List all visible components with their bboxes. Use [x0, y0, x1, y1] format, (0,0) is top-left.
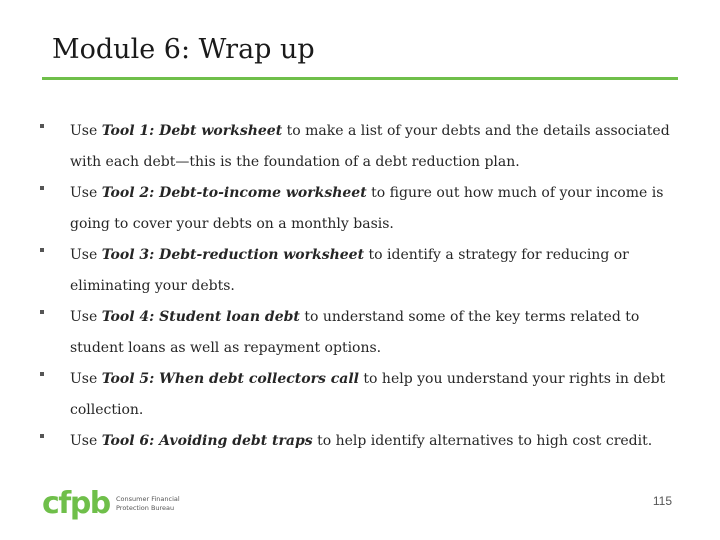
bullet-text: Use Tool 3: Debt-reduction worksheet to identify a strategy for reducing or eliminating your debts.: [70, 247, 629, 294]
bullet-text: Use Tool 5: When debt collectors call to help you understand your rights in debt collection.: [70, 371, 666, 418]
bullet-square-icon: [40, 434, 44, 438]
bullet-text: Use Tool 6: Avoiding debt traps to help identify alternatives to high cost credit.: [70, 433, 653, 449]
cfpb-wordmark: cfpb: [42, 488, 110, 520]
tool-name: Tool 3: Debt-reduction worksheet: [101, 247, 365, 263]
logo-tagline: [116, 495, 196, 513]
tool-name: Tool 6: Avoiding debt traps: [101, 433, 313, 449]
tool-name: Tool 4: Student loan debt: [101, 309, 300, 325]
bullet-square-icon: [40, 124, 44, 128]
logo-tagline-line-2: Protection Bureau: [116, 504, 175, 512]
tool-name: Tool 1: Debt worksheet: [101, 123, 283, 139]
bullet-square-icon: [40, 372, 44, 376]
bullet-square-icon: [40, 186, 44, 190]
slide-title: Module 6: Wrap up: [52, 34, 315, 65]
logo-tagline-line-1: Consumer Financial: [116, 495, 180, 503]
title-divider: [42, 77, 678, 80]
bullet-text: Use Tool 4: Student loan debt to understand some of the key terms related to student loans as well as repayment options.: [70, 309, 640, 356]
bullet-text: Use Tool 1: Debt worksheet to make a list of your debts and the details associated with each debt—this is the foundation of a debt reduction plan.: [70, 123, 670, 170]
bullet-text: Use Tool 2: Debt-to-income worksheet to figure out how much of your income is going to cover your debts on a monthly basis.: [70, 185, 664, 232]
bullet-square-icon: [40, 248, 44, 252]
page-number: 115: [652, 494, 672, 508]
tool-name: Tool 5: When debt collectors call: [101, 371, 359, 387]
bullet-square-icon: [40, 310, 44, 314]
tool-name: Tool 2: Debt-to-income worksheet: [101, 185, 367, 201]
